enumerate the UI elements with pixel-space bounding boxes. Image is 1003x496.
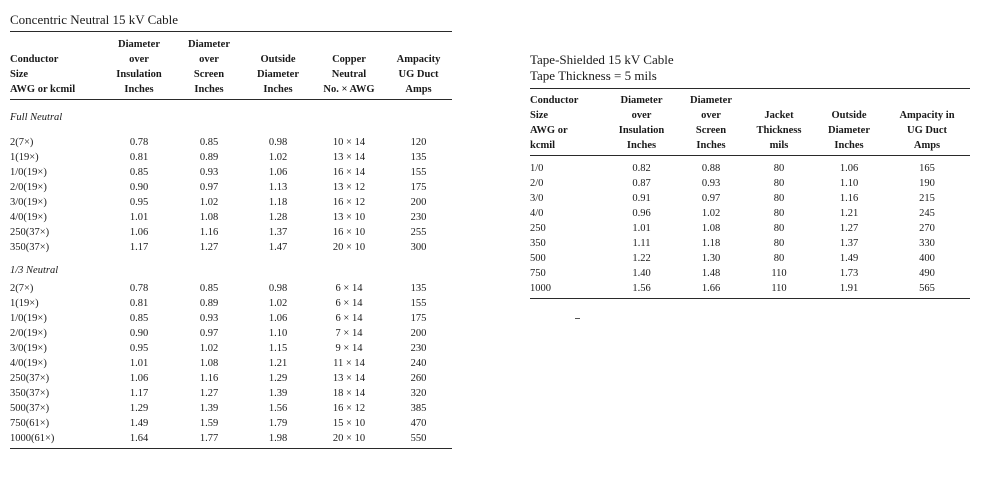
tape-table-subtitle: Tape Thickness = 5 mils: [530, 68, 657, 83]
table-cell: 1000(61×): [10, 433, 55, 444]
concentric-header-line: over: [199, 54, 219, 65]
table-cell: 1.18: [268, 197, 288, 208]
tape-header-line: Size: [530, 110, 549, 121]
table-row: [530, 161, 970, 176]
table-row: [10, 135, 452, 150]
table-cell: 0.82: [632, 163, 651, 174]
table-cell: 0.88: [701, 163, 721, 174]
section-heading: Full Neutral: [10, 112, 63, 123]
table-cell: 7 × 14: [335, 328, 363, 339]
table-row: [530, 236, 970, 251]
table-cell: 1.91: [839, 283, 859, 294]
table-cell: 0.95: [129, 343, 149, 354]
table-row: [10, 180, 452, 195]
table-cell: 1.66: [701, 283, 721, 294]
concentric-header-row: [10, 37, 452, 100]
tape-table-title: Tape-Shielded 15 kV Cable: [530, 52, 674, 67]
table-cell: 3/0(19×): [10, 343, 47, 354]
table-cell: 4/0(19×): [10, 212, 47, 223]
tape-top-rule: [530, 88, 970, 89]
tape-table: [530, 93, 970, 299]
table-cell: 550: [410, 433, 427, 444]
table-cell: 1.02: [268, 298, 288, 309]
table-cell: 0.97: [199, 328, 219, 339]
tape-header-line: Inches: [834, 140, 864, 151]
table-cell: 3/0: [530, 193, 544, 204]
table-cell: 245: [919, 208, 935, 219]
table-cell: 0.98: [268, 137, 288, 148]
table-row: [10, 326, 452, 341]
table-cell: 500: [530, 253, 546, 264]
table-row: [10, 401, 452, 416]
table-cell: 1.27: [199, 242, 219, 253]
concentric-neutral-panel: [10, 12, 452, 449]
table-cell: 1.11: [632, 238, 651, 249]
table-row: [10, 296, 452, 311]
table-cell: 350: [530, 238, 546, 249]
table-cell: 1.15: [268, 343, 288, 354]
table-cell: 230: [410, 343, 427, 354]
table-cell: 250: [530, 223, 546, 234]
table-cell: 0.98: [268, 283, 288, 294]
table-cell: 0.93: [199, 167, 219, 178]
table-cell: 1.21: [839, 208, 859, 219]
table-cell: 20 × 10: [332, 242, 366, 253]
table-cell: 11 × 14: [333, 358, 365, 369]
table-cell: 1.02: [199, 343, 219, 354]
table-cell: 20 × 10: [332, 433, 366, 444]
table-cell: 0.81: [129, 152, 149, 163]
table-cell: 1.01: [129, 212, 149, 223]
concentric-column-header: [313, 37, 385, 100]
table-cell: 1.13: [268, 182, 288, 193]
table-cell: 1/0(19×): [10, 313, 47, 324]
table-cell: 1.37: [839, 238, 859, 249]
concentric-column-header: [385, 37, 452, 100]
table-cell: 0.93: [199, 313, 219, 324]
tape-header-line: UG Duct: [907, 125, 947, 136]
table-cell: 1.16: [199, 373, 219, 384]
table-cell: 13 × 14: [332, 152, 366, 163]
table-cell: 0.85: [199, 137, 219, 148]
table-cell: 1(19×): [10, 152, 39, 163]
table-cell: 16 × 12: [332, 197, 366, 208]
tape-header-line: Inches: [626, 140, 657, 151]
concentric-header-line: Amps: [405, 84, 432, 95]
table-cell: 1.64: [129, 433, 149, 444]
tape-header-line: Screen: [695, 125, 727, 136]
concentric-header-line: Inches: [194, 84, 224, 95]
concentric-header-line: Ampacity: [396, 54, 441, 65]
table-cell: 165: [919, 163, 935, 174]
row-spacer: [10, 100, 452, 111]
table-row: [10, 281, 452, 296]
concentric-header-line: Diameter: [257, 69, 299, 80]
table-row: [10, 431, 452, 446]
tape-header-line: Insulation: [618, 125, 665, 136]
table-cell: 0.90: [129, 328, 149, 339]
table-cell: 350(37×): [10, 242, 50, 253]
concentric-table: [10, 37, 452, 449]
table-cell: 80: [773, 238, 785, 249]
table-cell: 6 × 14: [335, 283, 363, 294]
table-row: [10, 210, 452, 225]
table-cell: 0.85: [199, 283, 219, 294]
table-cell: 750(61×): [10, 418, 50, 429]
table-cell: 1000: [530, 283, 551, 294]
row-spacer: [10, 255, 452, 263]
table-cell: 16 × 14: [332, 167, 366, 178]
table-cell: 4/0(19×): [10, 358, 47, 369]
table-cell: 155: [410, 167, 427, 178]
table-cell: 175: [410, 182, 427, 193]
concentric-column-header: [10, 37, 103, 100]
table-cell: 1.47: [268, 242, 288, 253]
table-cell: 1.98: [268, 433, 288, 444]
table-cell: 1.77: [199, 433, 219, 444]
concentric-header-line: Inches: [263, 84, 293, 95]
table-cell: 1/0(19×): [10, 167, 47, 178]
table-cell: 13 × 10: [332, 212, 366, 223]
table-cell: 0.81: [129, 298, 149, 309]
table-cell: 1.22: [632, 253, 651, 264]
table-cell: 155: [410, 298, 427, 309]
table-cell: 0.89: [199, 298, 219, 309]
table-cell: 2(7×): [10, 137, 34, 148]
table-row: [530, 206, 970, 221]
concentric-header-line: Copper: [332, 54, 366, 65]
table-cell: 80: [773, 208, 785, 219]
table-cell: 1.49: [839, 253, 859, 264]
table-cell: 0.78: [129, 283, 149, 294]
tape-shielded-panel: [530, 52, 970, 299]
table-cell: 1.79: [268, 418, 288, 429]
table-cell: 1.06: [268, 313, 288, 324]
tape-column-header: [530, 93, 605, 156]
tape-column-header: [884, 93, 970, 156]
table-cell: 500(37×): [10, 403, 50, 414]
row-spacer: [10, 125, 452, 135]
tape-header-line: Amps: [913, 140, 941, 151]
table-cell: 215: [919, 193, 935, 204]
table-cell: 1.06: [839, 163, 859, 174]
concentric-column-header: [175, 37, 243, 100]
table-row: [10, 311, 452, 326]
table-cell: 0.78: [129, 137, 149, 148]
table-cell: 6 × 14: [335, 298, 363, 309]
table-cell: 18 × 14: [332, 388, 366, 399]
table-cell: 200: [410, 328, 427, 339]
table-cell: 135: [410, 283, 427, 294]
table-cell: 230: [410, 212, 427, 223]
table-cell: 13 × 12: [332, 182, 366, 193]
table-cell: 4/0: [530, 208, 544, 219]
table-cell: 1.27: [839, 223, 859, 234]
tape-header-line: Diameter: [620, 95, 663, 106]
table-cell: 1.08: [701, 223, 721, 234]
table-cell: 400: [919, 253, 935, 264]
table-bottom-rule: [10, 446, 452, 449]
table-cell: 135: [410, 152, 427, 163]
concentric-header-line: Insulation: [116, 69, 162, 80]
table-cell: 1.37: [268, 227, 288, 238]
tape-column-header: [814, 93, 884, 156]
table-cell: 1.29: [129, 403, 149, 414]
table-cell: 80: [773, 193, 785, 204]
table-cell: 1.01: [632, 223, 651, 234]
table-cell: 1.17: [129, 242, 149, 253]
concentric-header-line: Size: [10, 69, 29, 80]
table-cell: 470: [410, 418, 427, 429]
table-cell: 1(19×): [10, 298, 39, 309]
table-cell: 1.08: [199, 358, 219, 369]
tape-header-line: Diameter: [828, 125, 870, 136]
table-cell: 0.89: [199, 152, 219, 163]
tape-header-line: mils: [769, 140, 789, 151]
table-cell: 300: [410, 242, 427, 253]
table-row: [530, 251, 970, 266]
table-cell: 0.87: [632, 178, 651, 189]
table-cell: 490: [919, 268, 935, 279]
table-cell: 2/0(19×): [10, 328, 47, 339]
concentric-column-header: [243, 37, 313, 100]
table-cell: 1.02: [701, 208, 721, 219]
table-cell: 320: [410, 388, 427, 399]
section-heading-row: [10, 110, 452, 125]
tape-header-line: over: [701, 110, 721, 121]
tape-header-line: over: [631, 110, 652, 121]
stray-mark: [575, 318, 580, 319]
table-row: [530, 266, 970, 281]
tape-header-line: Outside: [831, 110, 867, 121]
table-cell: 1.59: [199, 418, 219, 429]
table-cell: 565: [919, 283, 935, 294]
table-cell: 1.49: [129, 418, 149, 429]
tape-header-line: Conductor: [530, 95, 579, 106]
tape-header-line: Diameter: [690, 95, 732, 106]
table-cell: 2/0(19×): [10, 182, 47, 193]
table-cell: 10 × 14: [332, 137, 366, 148]
tape-header-line: Inches: [696, 140, 726, 151]
table-cell: 330: [919, 238, 935, 249]
table-cell: 260: [410, 373, 427, 384]
table-cell: 240: [410, 358, 427, 369]
tape-column-header: [744, 93, 814, 156]
table-cell: 0.97: [701, 193, 721, 204]
table-cell: 0.93: [701, 178, 721, 189]
concentric-header-line: Inches: [124, 84, 154, 95]
concentric-header-line: Outside: [260, 54, 296, 65]
section-heading-row: [10, 263, 452, 278]
table-row: [10, 386, 452, 401]
table-row: [10, 341, 452, 356]
concentric-table-title: Concentric Neutral 15 kV Cable: [10, 12, 178, 27]
table-cell: 0.85: [129, 167, 149, 178]
table-cell: 6 × 14: [335, 313, 363, 324]
table-row: [10, 371, 452, 386]
table-cell: 80: [773, 253, 785, 264]
tape-column-header: [605, 93, 678, 156]
table-cell: 255: [410, 227, 427, 238]
tape-header-row: [530, 93, 970, 156]
table-cell: 2/0: [530, 178, 544, 189]
table-cell: 200: [410, 197, 427, 208]
tape-header-line: Ampacity in: [899, 110, 955, 121]
tape-header-line: Thickness: [756, 125, 802, 136]
table-cell: 80: [773, 178, 785, 189]
table-cell: 1.18: [701, 238, 721, 249]
table-row: [530, 221, 970, 236]
table-cell: 0.91: [632, 193, 651, 204]
tape-header-line: kcmil: [530, 140, 556, 151]
table-cell: 750: [530, 268, 546, 279]
concentric-header-line: over: [129, 54, 149, 65]
table-cell: 1.06: [268, 167, 288, 178]
tape-header-line: Jacket: [764, 110, 794, 121]
table-cell: 1.27: [199, 388, 219, 399]
concentric-header-line: Conductor: [10, 54, 59, 65]
table-cell: 175: [410, 313, 427, 324]
table-cell: 80: [773, 223, 785, 234]
table-cell: 0.95: [129, 197, 149, 208]
table-cell: 9 × 14: [335, 343, 363, 354]
table-row: [10, 195, 452, 210]
concentric-header-line: No. × AWG: [323, 84, 375, 95]
table-cell: 1.16: [199, 227, 219, 238]
table-row: [530, 281, 970, 296]
table-cell: 80: [773, 163, 785, 174]
concentric-column-header: [103, 37, 175, 100]
section-heading: 1/3 Neutral: [10, 265, 59, 276]
table-row: [10, 416, 452, 431]
table-cell: 2(7×): [10, 283, 34, 294]
table-bottom-rule: [530, 296, 970, 299]
table-cell: 15 × 10: [332, 418, 366, 429]
table-cell: 0.90: [129, 182, 149, 193]
table-row: [530, 191, 970, 206]
table-cell: 120: [410, 137, 427, 148]
table-cell: 1.16: [839, 193, 859, 204]
table-cell: 190: [919, 178, 935, 189]
table-cell: 385: [410, 403, 427, 414]
concentric-header-line: UG Duct: [398, 69, 439, 80]
table-row: [530, 176, 970, 191]
table-cell: 1/0: [530, 163, 544, 174]
concentric-header-line: Neutral: [331, 69, 367, 80]
table-cell: 1.39: [199, 403, 219, 414]
table-cell: 1.01: [129, 358, 149, 369]
table-cell: 1.10: [268, 328, 288, 339]
concentric-header-line: Screen: [193, 69, 225, 80]
table-cell: 270: [919, 223, 935, 234]
table-cell: 1.39: [268, 388, 288, 399]
table-cell: 1.02: [199, 197, 219, 208]
tape-header-line: AWG or: [530, 125, 568, 136]
table-cell: 1.06: [129, 373, 149, 384]
table-cell: 1.17: [129, 388, 149, 399]
table-cell: 0.85: [129, 313, 149, 324]
table-cell: 1.56: [632, 283, 651, 294]
table-row: [10, 225, 452, 240]
table-cell: 16 × 10: [332, 227, 366, 238]
table-row: [10, 356, 452, 371]
table-cell: 13 × 14: [332, 373, 366, 384]
table-cell: 1.29: [268, 373, 288, 384]
table-cell: 1.21: [268, 358, 288, 369]
table-cell: 1.10: [839, 178, 859, 189]
tape-column-header: [678, 93, 744, 156]
table-cell: 3/0(19×): [10, 197, 47, 208]
table-cell: 1.06: [129, 227, 149, 238]
table-cell: 0.97: [199, 182, 219, 193]
table-cell: 1.08: [199, 212, 219, 223]
concentric-header-line: AWG or kcmil: [10, 84, 76, 95]
table-row: [10, 150, 452, 165]
table-row: [10, 240, 452, 255]
table-cell: 110: [771, 268, 787, 279]
table-row: [10, 165, 452, 180]
table-cell: 1.73: [839, 268, 859, 279]
table-cell: 1.48: [701, 268, 721, 279]
table-cell: 110: [771, 283, 787, 294]
table-cell: 1.40: [632, 268, 651, 279]
concentric-header-line: Diameter: [188, 39, 230, 50]
concentric-top-rule: [10, 31, 452, 32]
table-cell: 250(37×): [10, 373, 50, 384]
table-cell: 1.28: [268, 212, 288, 223]
concentric-header-line: Diameter: [118, 39, 160, 50]
table-cell: 250(37×): [10, 227, 50, 238]
table-cell: 350(37×): [10, 388, 50, 399]
table-cell: 1.56: [268, 403, 288, 414]
table-cell: 1.30: [701, 253, 721, 264]
table-cell: 16 × 12: [332, 403, 366, 414]
table-cell: 0.96: [632, 208, 651, 219]
table-cell: 1.02: [268, 152, 288, 163]
